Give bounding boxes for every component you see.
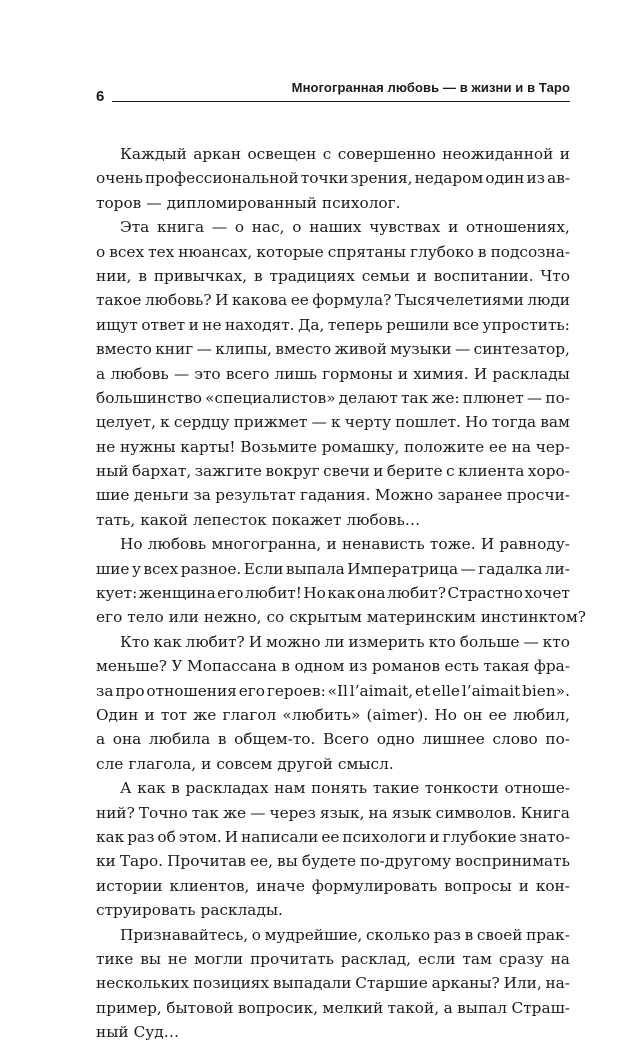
text-line: шие у всех разное. Если выпала Императрица — гадалка ли- [96,559,570,578]
text-line: нии, в привычках, в традициях семьи и воспитании. Что [96,266,570,285]
text-line: пример, бытовой вопросик, мелкий такой, а выпал Страш- [96,998,570,1017]
running-title: Многогранная любовь — в жизни и в Таро [291,80,570,95]
text-line: сле глагола, и совсем другой смысл. [96,754,394,773]
text-line: о всех тех нюансах, которые спрятаны глубоко в подсозна- [96,242,570,261]
text-line: Но любовь многогранна, и ненависть тоже. И равноду- [120,535,570,554]
running-header [96,76,570,106]
text-line: тать, какой лепесток покажет любовь… [96,510,421,529]
body-text [96,142,586,1044]
text-line: тике вы не могли прочитать расклад, если там сразу на [96,949,570,968]
text-line: ный Суд… [96,1023,179,1042]
text-line: целует, к сердцу прижмет — к черту пошлет. Но тогда вам [96,413,570,432]
text-line: меньше? У Мопассана в одном из романов есть такая фра- [96,657,570,676]
header-rule [112,101,570,102]
text-line: ний? Точно так же — через язык, на язык символов. Книга [96,803,570,822]
text-line: шие деньги за результат гадания. Можно заранее просчи- [96,486,570,505]
text-line: такое любовь? И какова ее формула? Тысячелетиями люди [96,291,570,310]
text-line: ный бархат, зажгите вокруг свечи и берите с клиента хоро- [96,462,570,481]
text-line: вместо книг — клипы, вместо живой музыки — синтезатор, [96,340,570,359]
text-line: кует: женщина его любит! Но как она любит? Страстно хочет [96,584,570,603]
text-line: как раз об этом. И написали ее психологи и глубокие знато- [96,827,570,846]
text-line: Один и тот же глагол «любить» (aimer). Но он ее любил, [96,705,570,724]
text-line: Признавайтесь, о мудрейшие, сколько раз в своей прак- [120,925,570,944]
text-line: истории клиентов, иначе формулировать вопросы и кон- [96,876,570,895]
text-line: струировать расклады. [96,901,283,920]
text-line: не нужны карты! Возьмите ромашку, положите ее на чер- [96,437,570,456]
text-line: нескольких позициях выпадали Старшие арканы? Или, на- [96,974,570,993]
text-line: а любовь — это всего лишь гормоны и химия. И расклады [96,364,570,383]
text-line: его тело или нежно, со скрытым материнским инстинктом? [96,608,586,627]
text-line: ки Таро. Прочитав ее, вы будете по-другому воспринимать [96,852,570,871]
text-line: а она любила в общем-то. Всего одно лишнее слово по- [96,730,570,749]
text-line: торов — дипломированный психолог. [96,193,401,212]
text-line: очень профессиональной точки зрения, недаром один из ав- [96,169,570,188]
text-line: большинство «специалистов» делают так же: плюнет — по- [96,388,570,407]
page-number: 6 [96,88,105,105]
text-line: Эта книга — о нас, о наших чувствах и отношениях, [120,218,570,237]
text-line: Кто как любит? И можно ли измерить кто больше — кто [120,632,570,651]
text-line: за про отношения его героев: «Il l’aimait, et elle l’aimait bien». [96,681,570,700]
text-line: ищут ответ и не находят. Да, теперь решили все упростить: [96,315,570,334]
text-line: Каждый аркан освещен с совершенно неожиданной и [120,145,570,163]
text-line: А как в раскладах нам понять такие тонкости отноше- [120,779,570,798]
